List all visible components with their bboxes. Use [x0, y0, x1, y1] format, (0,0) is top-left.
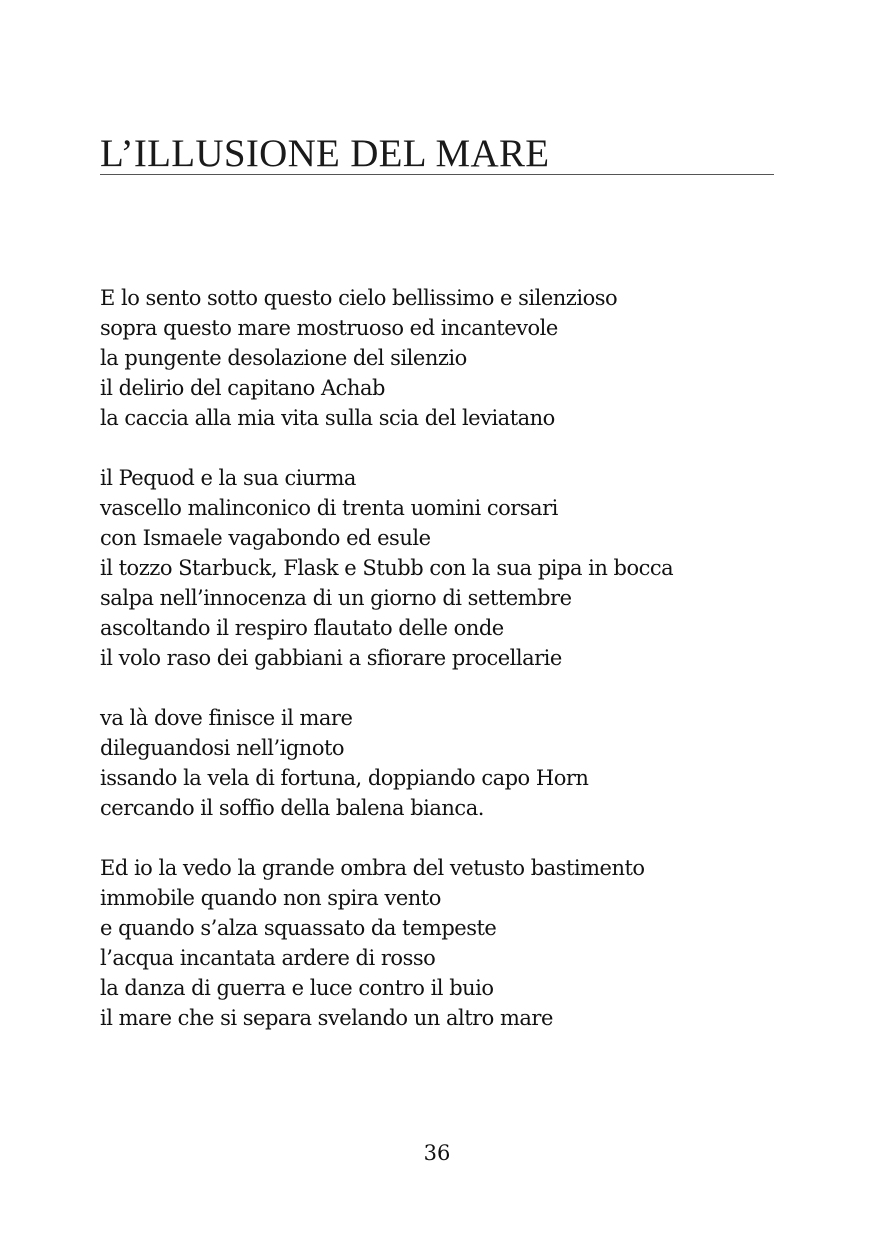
poem-line: E lo sento sotto questo cielo bellissimo e silenzioso — [100, 286, 618, 310]
poem-line: salpa nell’innocenza di un giorno di settembre — [100, 586, 572, 610]
poem-line: cercando il soffio della balena bianca. — [100, 796, 484, 820]
stanza-3 — [100, 703, 790, 823]
poem-line: il mare che si separa svelando un altro mare — [100, 1006, 553, 1030]
poem-line: il delirio del capitano Achab — [100, 376, 385, 400]
poem-line: immobile quando non spira vento — [100, 886, 441, 910]
poem-line: il volo raso dei gabbiani a sfiorare procellarie — [100, 646, 562, 670]
poem-title: L’ILLUSIONE DEL MARE — [100, 132, 550, 175]
poem-line: vascello malinconico di trenta uomini corsari — [100, 496, 558, 520]
page-number: 36 — [423, 1141, 451, 1165]
stanza-2 — [100, 463, 790, 673]
poem-line: la pungente desolazione del silenzio — [100, 346, 467, 370]
title-underline-divider — [100, 174, 774, 175]
stanza-4 — [100, 853, 790, 1033]
stanza-1 — [100, 283, 790, 433]
poem-line: il tozzo Starbuck, Flask e Stubb con la sua pipa in bocca — [100, 556, 674, 580]
poem-line: Ed io la vedo la grande ombra del vetusto bastimento — [100, 856, 645, 880]
poem-line: l’acqua incantata ardere di rosso — [100, 946, 436, 970]
poem-body — [100, 283, 790, 1063]
poem-line: ascoltando il respiro flautato delle onde — [100, 616, 504, 640]
poem-line: la caccia alla mia vita sulla scia del leviatano — [100, 406, 555, 430]
poem-line: issando la vela di fortuna, doppiando capo Horn — [100, 766, 589, 790]
poem-line: il Pequod e la sua ciurma — [100, 466, 356, 490]
poem-line: con Ismaele vagabondo ed esule — [100, 526, 431, 550]
poem-line: dileguandosi nell’ignoto — [100, 736, 345, 760]
poem-line: sopra questo mare mostruoso ed incantevole — [100, 316, 558, 340]
poem-line: la danza di guerra e luce contro il buio — [100, 976, 494, 1000]
poem-line: e quando s’alza squassato da tempeste — [100, 916, 497, 940]
poem-line: va là dove finisce il mare — [100, 706, 353, 730]
